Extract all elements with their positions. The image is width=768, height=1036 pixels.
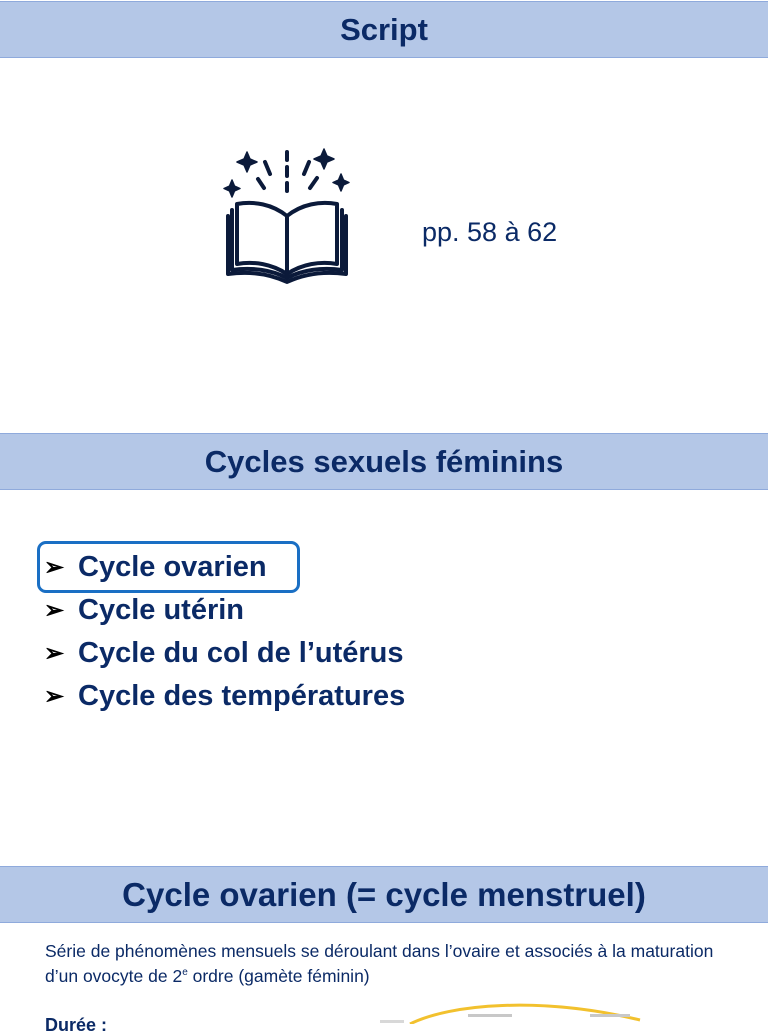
- ovarian-cycle-diagram: [380, 998, 680, 1024]
- ovarien-title: Cycle ovarien (= cycle menstruel): [122, 875, 646, 913]
- cycle-label: Cycle utérin: [78, 594, 244, 626]
- open-book-icon: [220, 146, 355, 286]
- intro-text-part: ordre (gamète féminin): [187, 965, 370, 986]
- arrow-bullet-icon: ➢: [44, 597, 65, 624]
- arrow-bullet-icon: ➢: [44, 640, 65, 667]
- script-title-band: [0, 1, 768, 58]
- list-item-cycle-temperatures: [44, 675, 405, 718]
- arrow-bullet-icon: ➢: [44, 554, 65, 581]
- arrow-bullet-icon: ➢: [44, 683, 65, 710]
- script-pages-reference: pp. 58 à 62: [422, 217, 558, 247]
- intro-superscript: e: [182, 967, 188, 978]
- cycle-label: Cycle du col de l’utérus: [78, 637, 404, 669]
- cycles-title-band: [0, 433, 768, 490]
- list-item-cycle-ovarien: [44, 546, 405, 589]
- intro-text-part: Série de phénomènes mensuels se déroulant dans l’ovaire et associés à la maturation d’un ovocyte de 2: [45, 941, 714, 986]
- duree-label: Durée :: [45, 1015, 108, 1035]
- cycle-label: Cycle des températures: [78, 680, 406, 712]
- list-item-cycle-col: [44, 632, 405, 675]
- ovarien-intro-text: [45, 941, 735, 987]
- cycle-label: Cycle ovarien: [78, 551, 267, 583]
- script-title: Script: [340, 11, 428, 47]
- ovarien-title-band: [0, 866, 768, 923]
- cycle-list: [44, 546, 405, 718]
- cycles-title: Cycles sexuels féminins: [204, 443, 564, 479]
- list-item-cycle-uterin: [44, 589, 405, 632]
